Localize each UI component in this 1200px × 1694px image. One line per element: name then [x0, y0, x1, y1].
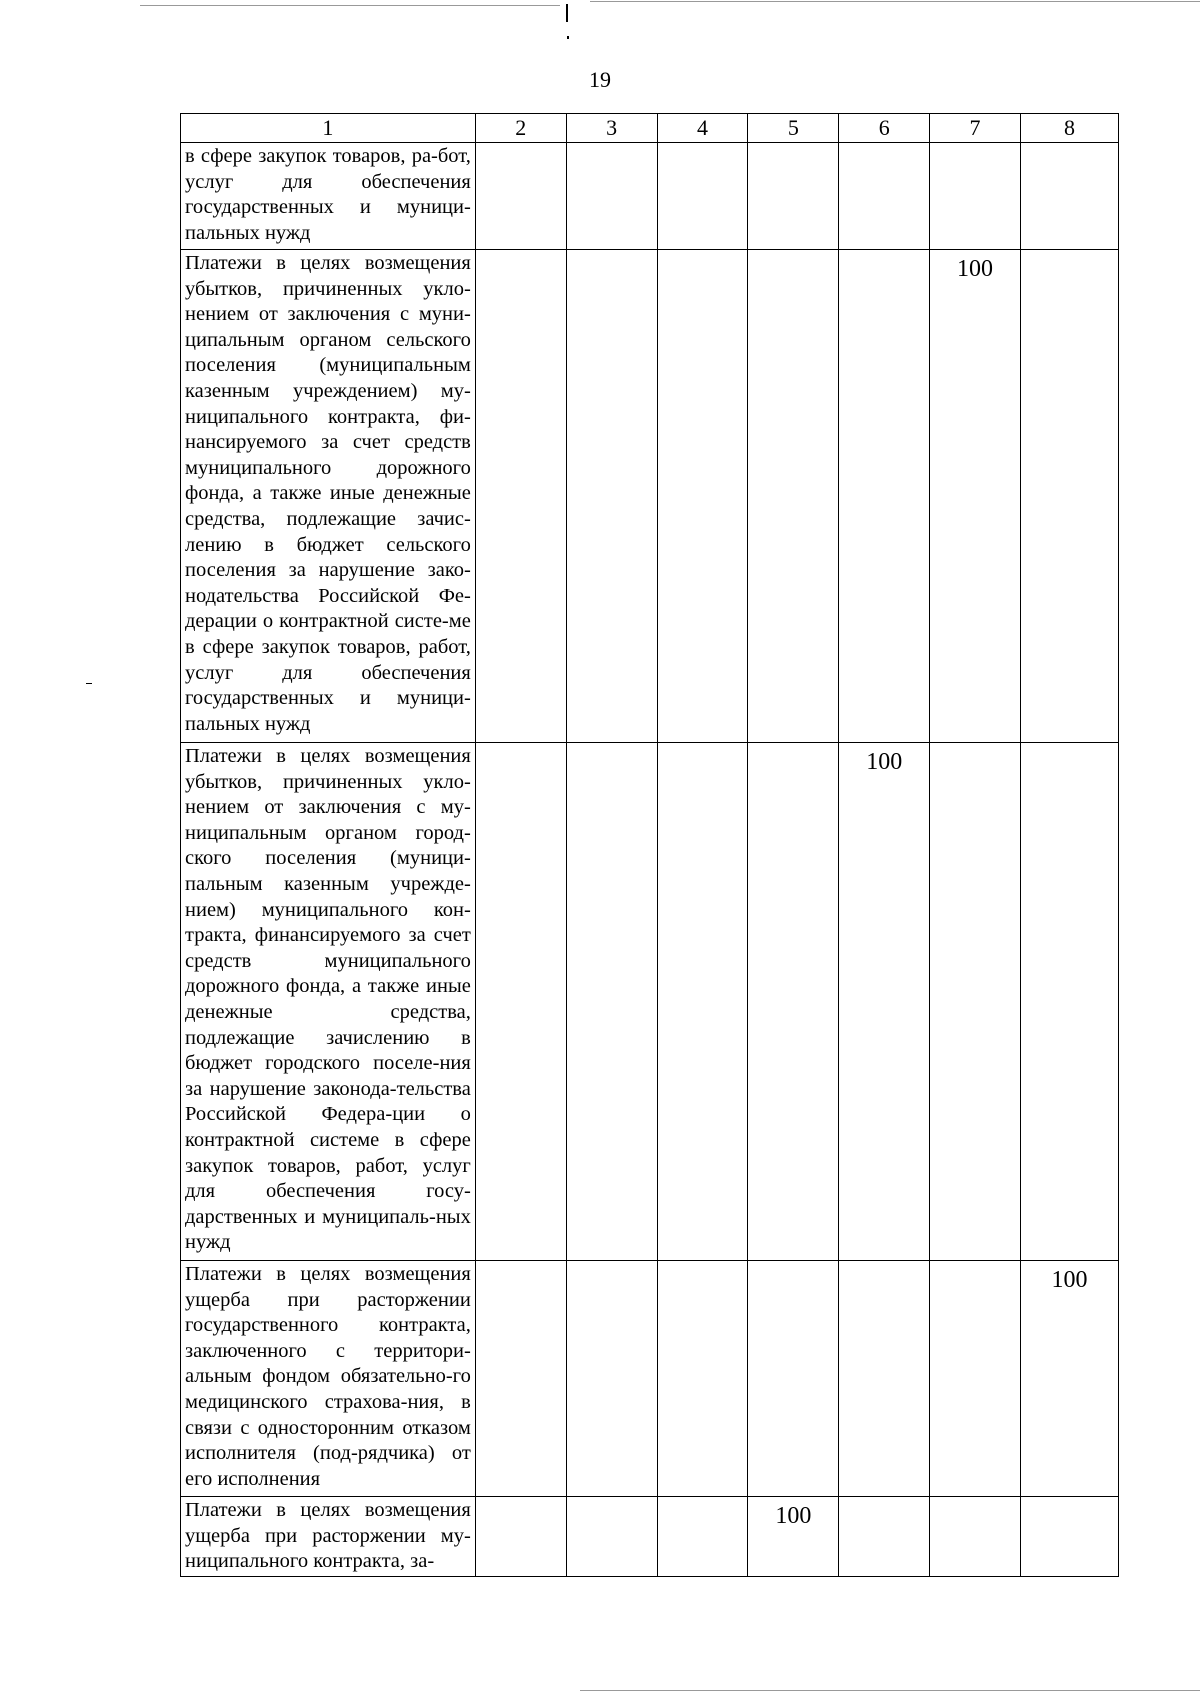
column-header: 4	[657, 114, 748, 143]
column-header: 8	[1020, 114, 1118, 143]
row-value: 100	[930, 250, 1021, 743]
page-number: 19	[589, 67, 611, 92]
row-value	[657, 1497, 748, 1577]
row-value	[475, 143, 566, 250]
table-row	[181, 743, 1119, 1261]
row-description: в сфере закупок товаров, ра-бот, услуг для обеспечения государственных и муници-пальных нужд	[181, 143, 476, 250]
row-value	[475, 743, 566, 1261]
row-value	[930, 743, 1021, 1261]
row-value	[748, 250, 839, 743]
table-row	[181, 1261, 1119, 1497]
row-value	[566, 1261, 657, 1497]
row-description: Платежи в целях возмещения убытков, причиненных укло-нением от заключения с му-ниципальным органом город-ского поселения (муници-пальным казенным учрежде-нием) муниципального кон-тракта, финансируемого за счет средств муниципального дорожного фонда, а также иные денежные средства, подлежащие зачислению в бюджет городского поселе-ния за нарушение законода-тельства Российской Федера-ции о контрактной системе в сфере закупок товаров, работ, услуг для обеспечения госу-дарственных и муниципаль-ных нужд	[181, 743, 476, 1261]
row-value	[475, 1497, 566, 1577]
row-value: 100	[748, 1497, 839, 1577]
row-value	[475, 250, 566, 743]
column-header: 3	[566, 114, 657, 143]
row-value	[839, 143, 930, 250]
row-value	[566, 743, 657, 1261]
table-row	[181, 143, 1119, 250]
row-value	[566, 250, 657, 743]
row-value	[657, 1261, 748, 1497]
scan-artifact-top-right	[590, 1, 1200, 2]
scan-artifact-top-left	[140, 5, 560, 6]
row-value	[1020, 1497, 1118, 1577]
scan-artifact-left-margin	[86, 683, 92, 684]
row-value: 100	[839, 743, 930, 1261]
header-row	[181, 114, 1119, 143]
row-value	[657, 250, 748, 743]
row-value	[839, 1497, 930, 1577]
row-value: 100	[1020, 1261, 1118, 1497]
row-value	[657, 143, 748, 250]
row-value	[1020, 143, 1118, 250]
row-value	[748, 1261, 839, 1497]
row-value	[839, 250, 930, 743]
row-value	[748, 143, 839, 250]
table-row	[181, 250, 1119, 743]
column-header: 7	[930, 114, 1021, 143]
scan-artifact-tick	[567, 36, 569, 39]
scan-artifact-bottom	[580, 1690, 1200, 1691]
data-table	[180, 113, 1119, 1577]
row-value	[930, 143, 1021, 250]
row-description: Платежи в целях возмещения ущерба при расторжении государственного контракта, заключенного с территори-альным фондом обязательно-го медицинского страхова-ния, в связи с односторонним отказом исполнителя (под-рядчика) от его исполнения	[181, 1261, 476, 1497]
row-value	[566, 143, 657, 250]
row-value	[1020, 743, 1118, 1261]
row-value	[748, 743, 839, 1261]
row-value	[566, 1497, 657, 1577]
column-header: 5	[748, 114, 839, 143]
row-value	[1020, 250, 1118, 743]
column-header: 6	[839, 114, 930, 143]
row-description: Платежи в целях возмещения убытков, причиненных укло-нением от заключения с муни-ципальным органом сельского поселения (муниципальным казенным учреждением) му-ниципального контракта, фи-нансируемого за счет средств муниципального дорожного фонда, а также иные денежные средства, подлежащие зачис-лению в бюджет сельского поселения за нарушение зако-нодательства Российской Фе-дерации о контрактной систе-ме в сфере закупок товаров, работ, услуг для обеспечения государственных и муници-пальных нужд	[181, 250, 476, 743]
row-value	[475, 1261, 566, 1497]
column-header: 2	[475, 114, 566, 143]
row-value	[930, 1497, 1021, 1577]
scan-artifact-tick	[566, 4, 568, 22]
row-value	[930, 1261, 1021, 1497]
column-header: 1	[181, 114, 476, 143]
row-description: Платежи в целях возмещения ущерба при расторжении му-ниципального контракта, за-	[181, 1497, 476, 1577]
row-value	[839, 1261, 930, 1497]
table-row	[181, 1497, 1119, 1577]
row-value	[657, 743, 748, 1261]
